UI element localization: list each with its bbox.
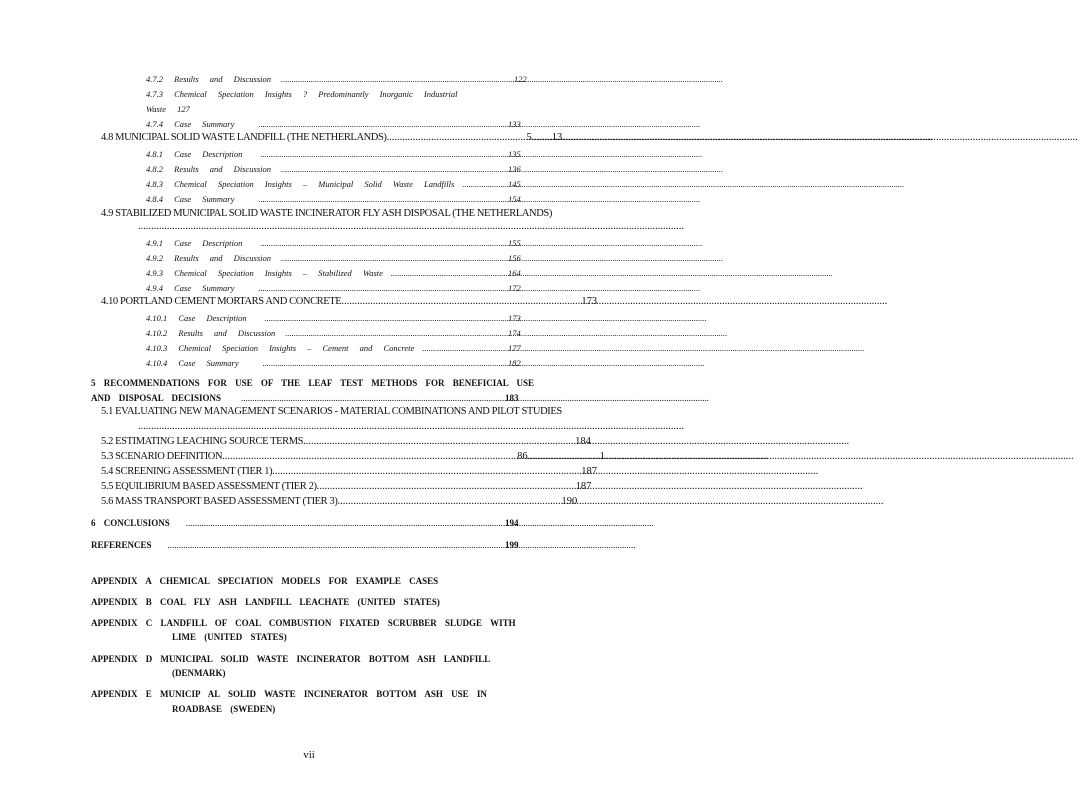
toc-entry[interactable]: 4.9.1 Case Description..... 155 — [146, 238, 526, 248]
toc-entry[interactable]: 4.10.3 Chemical Speciation Insights – Cement and Concrete..... 177 — [146, 343, 526, 353]
toc-section[interactable]: 4.8 MUNICIPAL SOLID WASTE LANDFILL (THE NETHERLANDS)..... 5..... 13 — [101, 132, 571, 143]
toc-section[interactable]: 5.6 MASS TRANSPORT BASED ASSESSMENT (TIER 3)..... 190 — [101, 496, 618, 507]
appendix-entry[interactable]: APPENDIX E MUNICIP AL SOLID WASTE INCINERATOR BOTTOM ASH USE IN — [91, 689, 487, 699]
toc-entry[interactable]: 4.8.1 Case Description..... 135 — [146, 149, 526, 159]
toc-entry[interactable]: 4.7.4 Case Summary..... 133 — [146, 119, 526, 129]
toc-section[interactable]: 5.1 EVALUATING NEW MANAGEMENT SCENARIOS - MATERIAL COMBINATIONS AND PILOT STUDIES — [101, 406, 562, 417]
appendix-entry-continuation: (DENMARK) — [172, 668, 226, 678]
toc-entry[interactable]: 4.7.2 Results and Discussion..... 122 — [146, 74, 526, 84]
toc-entry[interactable]: 4.9.3 Chemical Speciation Insights – Stabilized Waste..... 164 — [146, 268, 526, 278]
page-number: vii — [303, 749, 315, 761]
appendix-entry[interactable]: APPENDIX C LANDFILL OF COAL COMBUSTION FIXATED SCRUBBER SLUDGE WITH — [91, 618, 516, 628]
toc-section[interactable]: 4.10 PORTLAND CEMENT MORTARS AND CONCRETE..... 173 — [101, 296, 591, 307]
toc-leader-line — [138, 421, 618, 432]
appendix-entry[interactable]: APPENDIX D MUNICIPAL SOLID WASTE INCINERATOR BOTTOM ASH LANDFILL — [91, 654, 491, 664]
toc-entry[interactable]: 4.10.4 Case Summary..... 182 — [146, 358, 526, 368]
toc-entry-continuation: Waste 127 — [146, 104, 190, 114]
toc-section[interactable]: 5.5 EQUILIBRIUM BASED ASSESSMENT (TIER 2)..... 187 — [101, 481, 618, 492]
toc-entry[interactable]: 4.9.2 Results and Discussion..... 156 — [146, 253, 526, 263]
toc-entry[interactable]: 4.8.3 Chemical Speciation Insights – Municipal Solid Waste Landfills..... 145 — [146, 179, 526, 189]
toc-leader-line — [138, 221, 618, 232]
toc-entry[interactable]: 4.9.4 Case Summary..... 172 — [146, 283, 526, 293]
toc-section[interactable]: 5.3 SCENARIO DEFINITION..... 86..... 1 — [101, 451, 618, 462]
toc-chapter[interactable]: REFERENCES..... 199 — [91, 540, 521, 550]
toc-section[interactable]: 5.2 ESTIMATING LEACHING SOURCE TERMS..... 184 — [101, 436, 618, 447]
toc-section[interactable]: 5.4 SCREENING ASSESSMENT (TIER 1)..... 187 — [101, 466, 618, 477]
toc-entry[interactable]: 4.8.4 Case Summary..... 154 — [146, 194, 526, 204]
toc-entry[interactable]: 4.10.2 Results and Discussion..... 174 — [146, 328, 526, 338]
toc-chapter[interactable]: 6 CONCLUSIONS..... 194 — [91, 518, 521, 528]
toc-entry[interactable]: 4.10.1 Case Description..... 173 — [146, 313, 526, 323]
toc-chapter-continuation[interactable]: AND DISPOSAL DECISIONS..... 183 — [91, 393, 521, 403]
toc-section[interactable]: 4.9 STABILIZED MUNICIPAL SOLID WASTE INCINERATOR FLY ASH DISPOSAL (THE NETHERLANDS) — [101, 208, 552, 219]
toc-entry[interactable]: 4.7.3 Chemical Speciation Insights ? Predominantly Inorganic Industrial — [146, 89, 458, 99]
appendix-entry[interactable]: APPENDIX B COAL FLY ASH LANDFILL LEACHATE (UNITED STATES) — [91, 597, 440, 607]
appendix-entry[interactable]: APPENDIX A CHEMICAL SPECIATION MODELS FOR EXAMPLE CASES — [91, 576, 439, 586]
appendix-entry-continuation: ROADBASE (SWEDEN) — [172, 704, 276, 714]
toc-entry[interactable]: 4.8.2 Results and Discussion..... 136 — [146, 164, 526, 174]
appendix-entry-continuation: LIME (UNITED STATES) — [172, 632, 287, 642]
toc-chapter[interactable]: 5 RECOMMENDATIONS FOR USE OF THE LEAF TEST METHODS FOR BENEFICIAL USE — [91, 378, 534, 388]
